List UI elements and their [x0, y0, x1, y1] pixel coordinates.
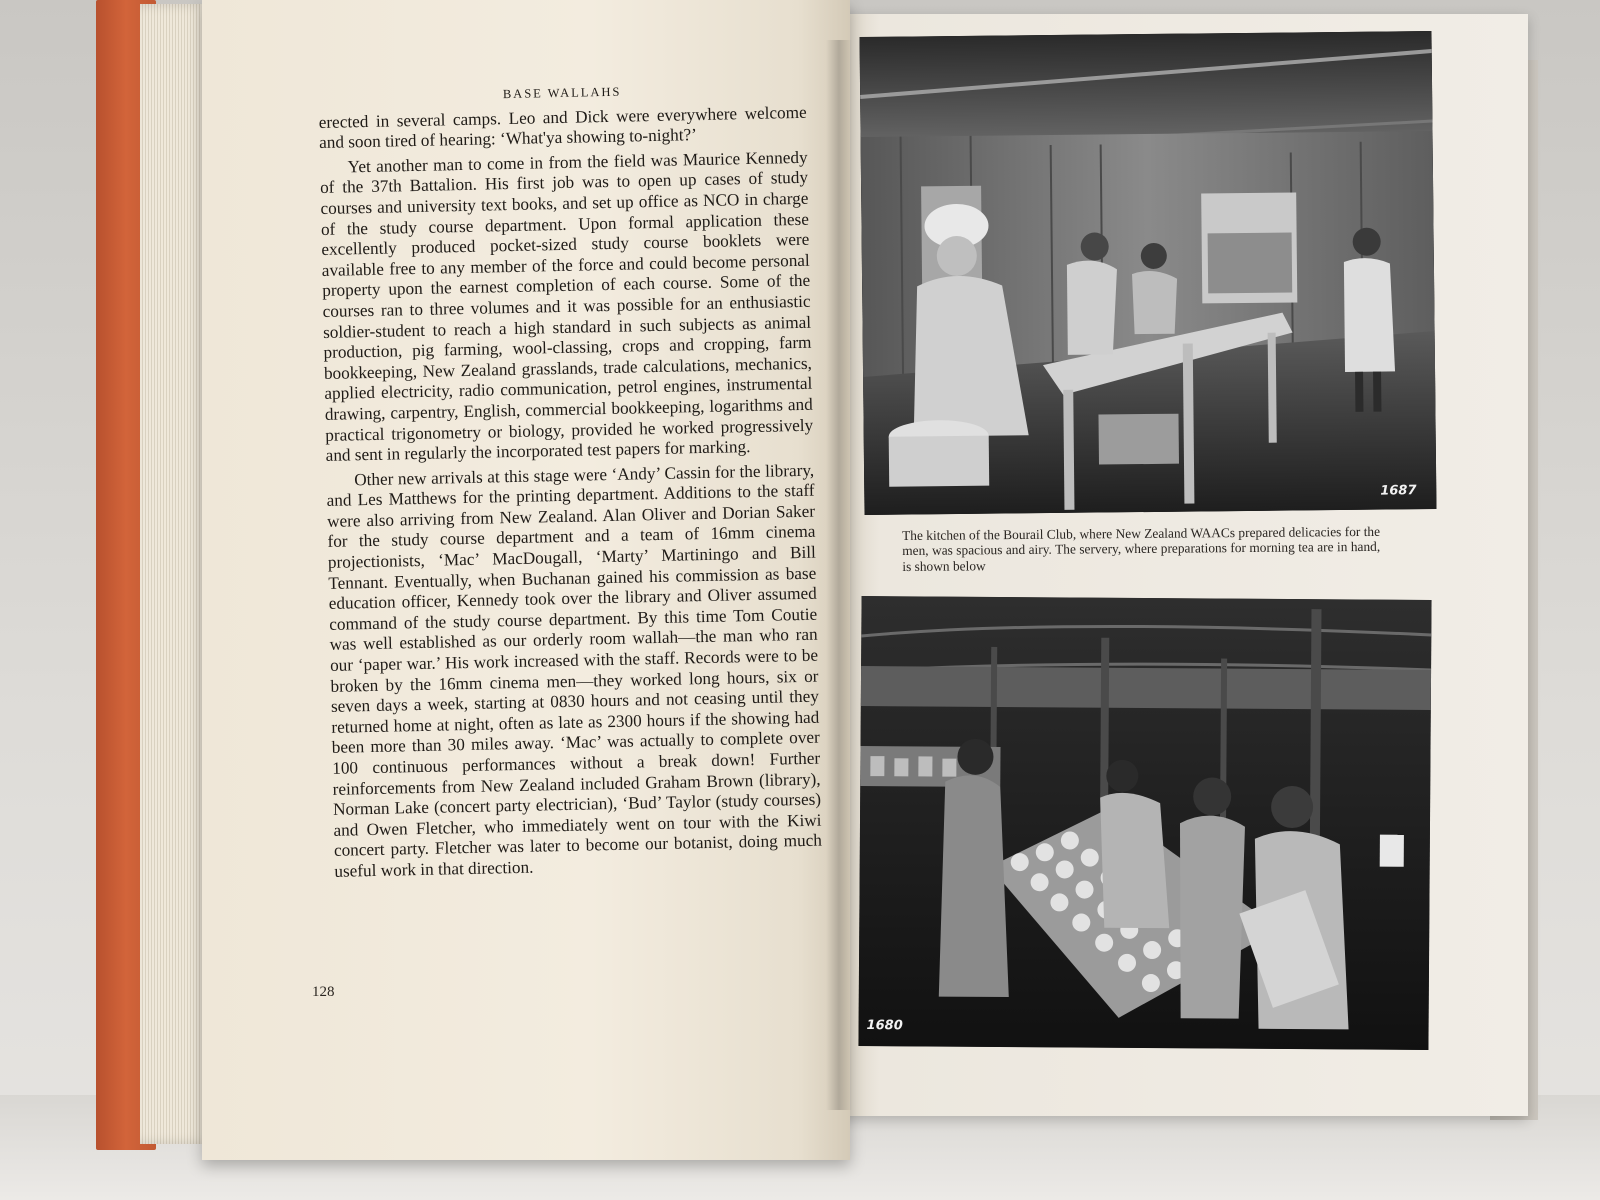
bottom-photo-number: 1680	[866, 1018, 903, 1034]
servery-photo-image	[858, 596, 1431, 1050]
top-photo-number: 1687	[1380, 483, 1417, 499]
paragraph-2: Yet another man to come in from the field was Maurice Kennedy of the 37th Battalion. His first job was to open up cases of study courses and university text books, and set up office as NCO in charge of the study course department. Upon formal application these excellently produced pocket-sized study course booklets were available free to any member of the force and could become personal property upon the earnest completion of each course. Some of the courses ran to three volumes and it was possible for an enthusiastic soldier-student to reach a high standard in such subjects as animal production, pig farming, wool-classing, crops and cropping, farm bookkeeping, New Zealand grasslands, trade calculations, mechanics, applied electricity, radio communication, petrol engines, instrumental drawing, carpentry, English, commercial bookkeeping, logarithms and practical trigonometry or biology, provided he worked progressively and sent in regularly the incorporated test papers for marking.	[319, 147, 814, 466]
left-page-text	[318, 78, 823, 887]
running-head: BASE WALLAHS	[502, 84, 622, 102]
book-gutter	[826, 40, 852, 1110]
servery-photo	[858, 596, 1431, 1050]
kitchen-photo-image	[860, 31, 1437, 515]
paragraph-3: Other new arrivals at this stage were ‘Andy’ Cassin for the library, and Les Matthews for the printing department. Additions to the staff were also arriving from New Zealand. Alan Oliver and Dorian Saker for the study course department and a team of 16mm cinema projectionists, ‘Mac’ MacDougall, ‘Marty’ Martiningo and Bill Tennant. Eventually, when Buchanan gained his commission as base education officer, Kennedy took over the library and Oliver assumed command of the study course department. By this time Tom Coutie was well established as our orderly room wallah—the man who ran our ‘paper war.’ His work increased with the staff. Records were to be broken by the 16mm cinema men—they worked long hours, six or seven days a week, starting at 0830 hours and not ceasing until they returned home at night, often as late as 2300 hours if the showing had been more than 30 miles away. ‘Mac’ was actually to complete over 100 continuous performances without a break down! Further reinforcements from New Zealand included Graham Brown (library), Norman Lake (concert party electrician), ‘Bud’ Taylor (study courses) and Owen Fletcher, who immediately went on tour with the Kiwi concert party. Fletcher was later to become our botanist, doing much useful work in that direction.	[326, 460, 823, 881]
photo-caption: The kitchen of the Bourail Club, where New Zealand WAACs prepared delicacies for the men, was spacious and airy. The servery, where preparations for morning tea are in hand, is shown below	[902, 523, 1381, 574]
page-number: 128	[312, 984, 335, 1000]
paragraph-1: erected in several camps. Leo and Dick were everywhere welcome and soon tired of hearing: ‘What'ya showing to-night?’	[318, 102, 807, 153]
kitchen-photo	[860, 31, 1437, 515]
